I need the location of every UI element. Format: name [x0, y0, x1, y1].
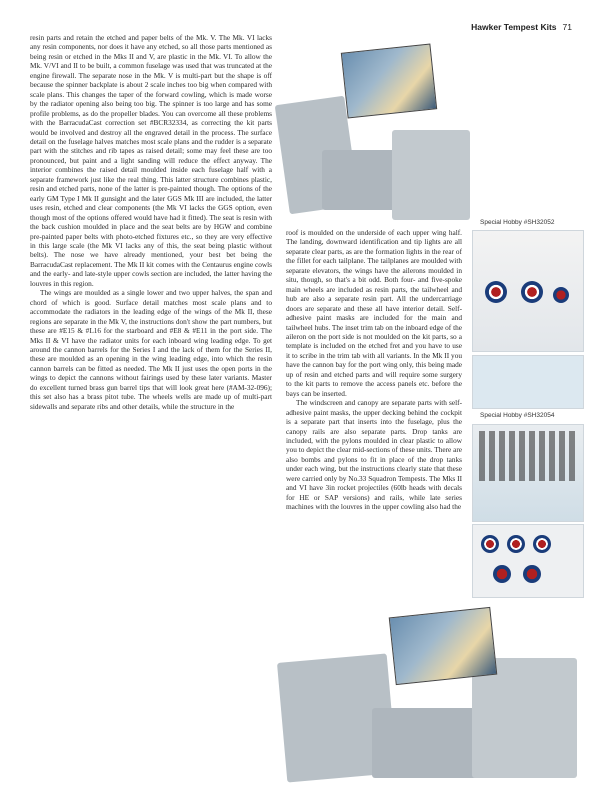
page-number: 71: [562, 22, 572, 32]
running-header: [471, 22, 572, 32]
decal-sheet-3: [472, 424, 584, 522]
running-header-title: Hawker Tempest Kits: [471, 22, 557, 32]
text-column-middle: [286, 228, 462, 591]
photo-caption: Special Hobby #SH32054: [480, 412, 555, 419]
decal-sheet-2: [472, 355, 584, 409]
decal-sheet-1: [472, 230, 584, 352]
paragraph: roof is moulded on the underside of each upper wing half. The landing, downward identification and tip lights are all separate clear parts, as are the formation lights in the rear of the fillet for each tailplane. The tailplanes are moulded with separate elevators, the wings have the ailerons moulded in situ, though, so that's a bit odd. Both four- and five-spoke main wheels are included as resin parts, the tailwheel and hub are also a separate resin part. All the undercarriage doors are separate and these all have interior detail. Self-adhesive paint masks are included for the main and tailwheel hubs. The inset trim tab on the inboard edge of the aileron on the port side is not moulded on the kit parts, so a template is included on the etched fret and you have to use it to scribe in the trim tab with all variants. In the Mk II you have the cannon bay for the port wing only, this being made up of resin and etched parts and will require some surgery to the kit parts to remove the access panels etc. before the bays can be inserted.: [286, 228, 462, 398]
paragraph: resin parts and retain the etched and paper belts of the Mk. V. The Mk. VI lacks any resin components, nor does it have any etched, so all those parts mentioned as being resin or etched in the Mks II and V, are plastic in the Mk. VI. To allow the Mk. V/VI and II to be built, a common fuselage was used that was truncated at the engine firewall. The separate nose in the Mk. V is multi-part but the shape is off because the spinner backplate is about 2 scale inches too big when compared with scale plans. This changes the taper of the forward cowling, which is made worse by the radiator opening also being too big. The spinner is too large and has some profile problems, as do the propeller blades. You can overcome all these problems with the BarracudaCast correction set #BCR32334, as correcting the kit parts would be involved and destroy all the engraved detail in the process. The surface detail on the fuselage halves matches most scale plans and the rudder is a separate part with the stitches and rib tapes as raised detail; some may feel these are too pronounced, but paint and a light sanding will reduce the effect anyway. The interior combines the raised detail moulded inside each fuselage half with a separate framework just like the real thing. This latter structure combines plastic, resin and etched parts, none of the latter is pre-painted though. The options of the early GM Type I Mk II gunsight and the later GGS Mk III are included, the latter uses resin, etched and clear components (the Mk VI lacks the GGS option, even though most of the options offered would have had it fitted). The seat is resin with the back cushion moulded in place and the seat belts are by HGW and combine pre-painted paper belts with photo-etched fixtures etc., so they are very effective in this large scale (the Mk VI lacks any of this, the seat being plastic without belts). The nose we have already mentioned, your best bet being the BarracudaCast replacement. The Mk II kit comes with the Centaurus engine cowls and the early- and late-style upper cowls section are included, the latter having the louvres in this region.: [30, 33, 272, 288]
kit-box-bottom: [389, 607, 498, 685]
kit-photo-bottom: [282, 598, 582, 788]
paragraph: The windscreen and canopy are separate parts with self-adhesive paint masks, the upper decking behind the cockpit is a separate part that inserts into the fuselage, plus the canopy rails are also separate parts. Drop tanks are included, with the pylons moulded in clear plastic to allow you to depict the clear mid-sections of these units. There are also bombs and pylons to fit in place of the drop tanks under each wing, but the instructions clearly state that these were carried only by No.33 Squadron Tempests. The Mks II and VI have 3in rocket projectiles (60lb heads with decals for HE or SAP versions) and rails, while late series machines with the louvres in the upper cowling also had the: [286, 398, 462, 512]
decal-sheet-4: [472, 524, 584, 598]
kit-photo-top: [282, 40, 472, 222]
photo-caption: Special Hobby #SH32052: [480, 219, 555, 226]
paragraph: The wings are moulded as a single lower and two upper halves, the span and chord of which is good. Surface detail matches most scale plans and to accommodate the radiators in the leading edge of the wings of the Mk II, these regions are separate in the Mk V, the instructions don't show the part numbers, but these are #E15 & #L16 for the starboard and #E8 & #E11 in the port side. The Mks II & VI have the radiator units for each inboard wing leading edge. To get around the cannon barrels for the Series I and the lack of them for the Series II, these are moulded as an opening in the wing leading edge, into which the resin cannon barrels can be fitted as needed. The Mk II just uses the open ports in the wings to depict the cannons without fairings used by these later variants. Master do excellent turned brass gun barrel tips that will look great here (#AM-32-096); this set also has a brass pitot tube. The wheels wells are made up of multi-part sidewalls and separate ribs and other details, while the structure in the: [30, 288, 272, 411]
text-column-left: [30, 33, 272, 768]
kit-box-top: [341, 43, 437, 118]
